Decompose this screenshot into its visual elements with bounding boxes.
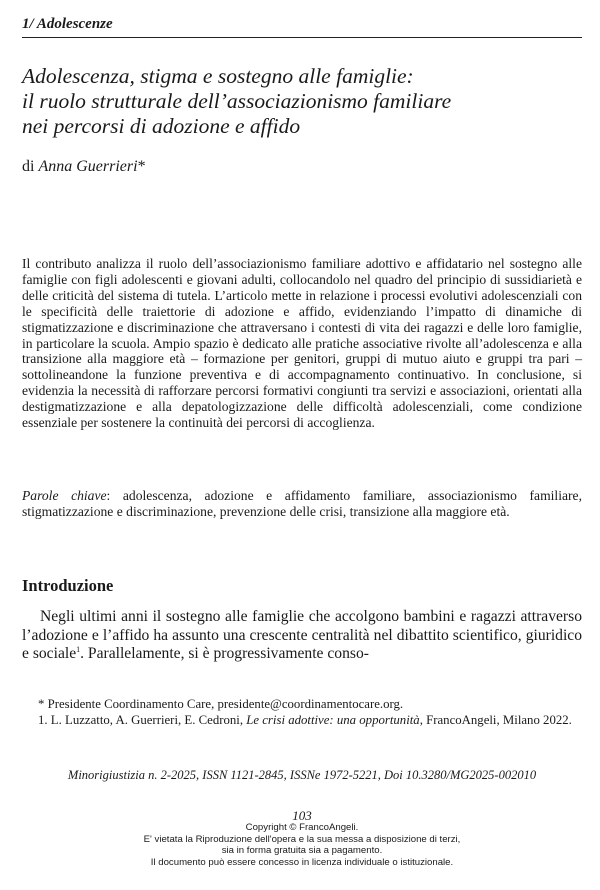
abstract: Il contributo analizza il ruolo dell’associazionismo familiare adottivo e affidatario nel sostegno alle famiglie con figli adolescenti e giovani adulti, collocandolo nel quadro del principio di sussidiarietà e delle criticità del sistema di tutela. L’articolo mette in relazione i processi evolutivi adolescenziali con le specificità delle traiettorie di adozione e affido, evidenziando l’impatto di dinamiche di stigmatizzazione e discriminazione che attraversano i contesti di vita dei ragazzi e delle loro famiglie, in particolare la scuola. Ampio spazio è dedicato alle pratiche associative rivolte all’adolescenza e alla transizione alla maggiore età – formazione per genitori, gruppi di mutuo aiuto e gruppi tra pari – sottolineandone la funzione preventiva e di accompagnamento continuativo. In conclusione, si evidenzia la necessità di rafforzare percorsi formativi congiunti tra servizi e associazioni, orientati alla destigmatizzazione e alla depatologizzazione delle difficoltà adolescenziali, come condizione essenziale per sostenere la continuità dei percorsi di accoglienza. xyxy=(22,256,582,431)
article-title xyxy=(22,64,582,139)
journal-reference: Minorigiustizia n. 2-2025, ISSN 1121-2845, ISSNe 1972-5221, Doi 10.3280/MG2025-002010 xyxy=(67,768,537,782)
title-line: nei percorsi di adozione e affido xyxy=(22,114,301,138)
byline xyxy=(22,158,146,176)
footnote-author: * Presidente Coordinamento Care, presidente@coordinamentocare.org. xyxy=(38,697,404,711)
footnote-1-work: Le crisi adottive: una opportunità xyxy=(246,712,420,727)
copyright-line: Copyright © FrancoAngeli. xyxy=(245,822,359,833)
author-name: Anna Guerrieri xyxy=(38,158,138,175)
title-line: il ruolo strutturale dell’associazionismo familiare xyxy=(22,89,452,113)
intro-heading: Introduzione xyxy=(22,576,114,595)
intro-paragraph xyxy=(22,608,582,664)
author-footnote-mark: * xyxy=(137,158,146,175)
keywords-label: Parole chiave xyxy=(22,488,107,503)
copyright-line: sia in forma gratuita sia a pagamento. xyxy=(221,845,383,856)
page xyxy=(22,0,582,890)
keywords-text: : adolescenza, adozione e affidamento familiare, associazionismo familiare, stigmatizzazione e discriminazione, prevenzione delle crisi, transizione alla maggiore età. xyxy=(22,488,582,519)
page-number: 103 xyxy=(292,808,312,823)
keywords xyxy=(22,488,582,520)
title-line: Adolescenza, stigma e sostegno alle famiglie: xyxy=(22,64,414,88)
byline-prefix: di xyxy=(22,158,39,175)
intro-text-before: Negli ultimi anni il sostegno alle famiglie che accolgono bambini e ragazzi attraverso l’adozione e l’affido ha assunto una crescente centralità nel dibattito scientifico, giuridico e sociale xyxy=(22,608,582,663)
footnotes xyxy=(22,697,582,728)
copyright-notice xyxy=(22,822,582,868)
footnote-1 xyxy=(22,713,582,729)
footnote-1-prefix: 1. L. Luzzatto, A. Guerrieri, E. Cedroni, xyxy=(38,712,247,727)
section-header: 1/ Adolescenze xyxy=(22,16,582,38)
copyright-line: E' vietata la Riproduzione dell'opera e la sua messa a disposizione di terzi, xyxy=(143,833,461,845)
footnote-ref[interactable]: 1 xyxy=(76,645,81,654)
footnote-1-suffix: , FrancoAngeli, Milano 2022. xyxy=(419,712,572,727)
copyright-line: Il documento può essere concesso in licenza individuale o istituzionale. xyxy=(150,856,454,868)
intro-text-after: . Parallelamente, si è progressivamente conso- xyxy=(80,645,369,663)
